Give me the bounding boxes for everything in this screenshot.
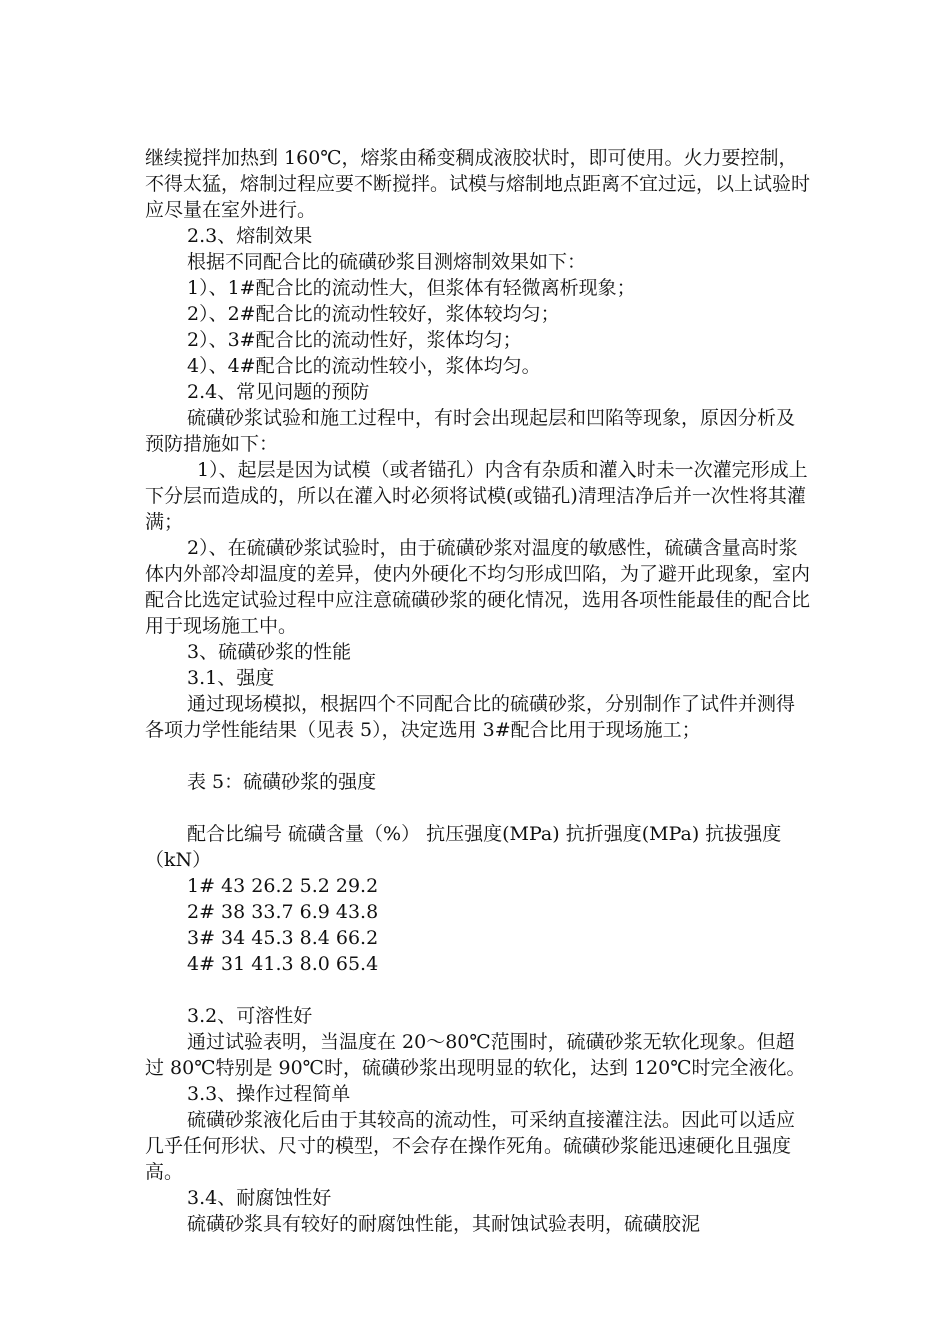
table-row: 4# 31 41.3 8.0 65.4 <box>187 953 379 975</box>
section-heading-3: 3、硫磺砂浆的性能 <box>187 641 352 663</box>
section-heading-3-3: 3.3、操作过程简单 <box>187 1083 351 1105</box>
list-item: 2）、3#配合比的流动性好，浆体均匀； <box>187 329 522 351</box>
paragraph: 通过现场模拟，根据四个不同配合比的硫磺砂浆，分别制作了试件并测得各项力学性能结果（见表 5），决定选用 3#配合比用于现场施工； <box>145 693 796 741</box>
table-body <box>145 873 810 977</box>
table-header: 配合比编号 硫磺含量（%） 抗压强度(MPa) 抗折强度(MPa) 抗拔强度（kN） <box>145 823 782 871</box>
paragraph: 通过试验表明，当温度在 20～80℃范围时，硫磺砂浆无软化现象。但超过 80℃特别是 90℃时，硫磺砂浆出现明显的软化，达到 120℃时完全液化。 <box>145 1031 806 1079</box>
section-heading-3-1: 3.1、强度 <box>187 667 275 689</box>
table-row: 2# 38 33.7 6.9 43.8 <box>187 901 379 923</box>
list-item: 2）、2#配合比的流动性较好，浆体较均匀； <box>187 303 560 325</box>
spacer <box>145 795 810 821</box>
document-page <box>145 145 810 1237</box>
section-heading-2-3: 2.3、熔制效果 <box>187 225 313 247</box>
paragraph: 硫磺砂浆液化后由于其较高的流动性，可采纳直接灌注法。因此可以适应几乎任何形状、尺寸的模型，不会存在操作死角。硫磺砂浆能迅速硬化且强度高。 <box>145 1109 796 1183</box>
paragraph: 根据不同配合比的硫磺砂浆目测熔制效果如下： <box>187 251 587 273</box>
table-row: 1# 43 26.2 5.2 29.2 <box>187 875 379 897</box>
table-row: 3# 34 45.3 8.4 66.2 <box>187 927 379 949</box>
list-item: 1）、1#配合比的流动性大，但浆体有轻微离析现象； <box>187 277 636 299</box>
paragraph: 硫磺砂浆具有较好的耐腐蚀性能，其耐蚀试验表明，硫磺胶泥 <box>187 1213 701 1235</box>
paragraph: 2）、在硫磺砂浆试验时，由于硫磺砂浆对温度的敏感性，硫磺含量高时浆体内外部冷却温度的差异，使内外硬化不均匀形成凹陷，为了避开此现象，室内配合比选定试验过程中应注意硫磺砂浆的硬化情况，选用各项性能最佳的配合比用于现场施工中。 <box>145 537 811 637</box>
section-heading-2-4: 2.4、常见问题的预防 <box>187 381 370 403</box>
table-title: 表 5：硫磺砂浆的强度 <box>187 771 377 793</box>
paragraph: 继续搅拌加热到 160℃，熔浆由稀变稠成液胶状时，即可使用。火力要控制，不得太猛，熔制过程应要不断搅拌。试模与熔制地点距离不宜过远，以上试验时应尽量在室外进行。 <box>145 147 811 221</box>
spacer <box>145 743 810 769</box>
section-heading-3-4: 3.4、耐腐蚀性好 <box>187 1187 332 1209</box>
spacer <box>145 977 810 1003</box>
paragraph: 1）、起层是因为试模（或者锚孔）内含有杂质和灌入时未一次灌完形成上下分层而造成的，所以在灌入时必须将试模(或锚孔)清理洁净后并一次性将其灌满； <box>145 459 808 533</box>
list-item: 4）、4#配合比的流动性较小，浆体均匀。 <box>187 355 541 377</box>
section-heading-3-2: 3.2、可溶性好 <box>187 1005 313 1027</box>
paragraph: 硫磺砂浆试验和施工过程中，有时会出现起层和凹陷等现象，原因分析及预防措施如下： <box>145 407 796 455</box>
